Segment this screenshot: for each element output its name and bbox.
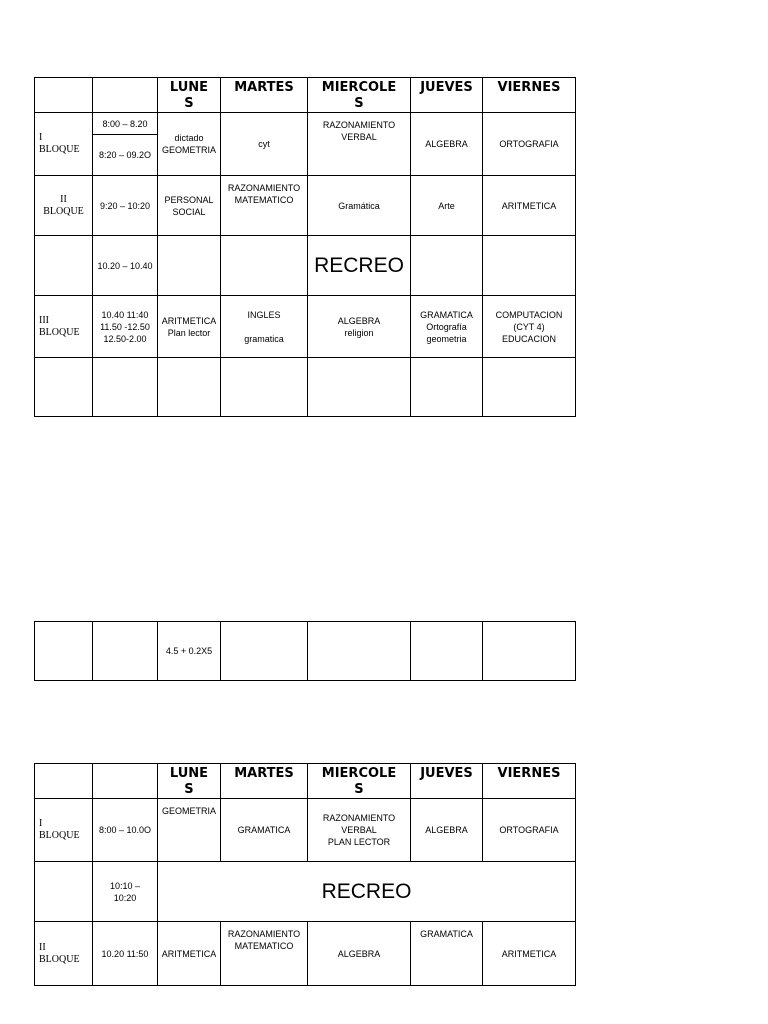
block-1-viernes: ORTOGRAFIA	[499, 139, 559, 149]
block-3-miercoles: ALGEBRA religion	[337, 315, 381, 338]
block-2-time: 9:20 – 10:20	[99, 200, 151, 211]
block-1-miercoles: RAZONAMIENTO VERBAL	[322, 120, 396, 142]
block-1-martes: cyt	[258, 139, 270, 149]
block-2-label: II BLOQUE	[39, 941, 80, 965]
header-lunes: LUNE S	[169, 80, 209, 111]
recess-label: RECREO	[321, 879, 412, 903]
block-1-jueves: ALGEBRA	[425, 825, 468, 835]
block-1-martes: GRAMATICA	[237, 825, 291, 835]
block-1-jueves: ALGEBRA	[425, 139, 468, 149]
block-1-time: 8:00 – 10.0O	[98, 825, 152, 835]
block-1-lunes: GEOMETRIA	[161, 806, 216, 816]
formula-cell: 4.5 + 0.2X5	[165, 646, 213, 656]
schedule-table-2	[34, 621, 576, 681]
block-3-label: III BLOQUE	[39, 314, 80, 338]
block-1-time-a: 8:00 – 8.20	[102, 118, 148, 129]
recess-time: 10.20 – 10.40	[97, 260, 153, 271]
header-jueves: JUEVES	[420, 766, 473, 781]
block-2-martes: RAZONAMIENTO MATEMATICO	[227, 929, 301, 951]
block-2-miercoles: Gramática	[338, 200, 380, 211]
header-viernes: VIERNES	[497, 80, 561, 95]
block-3-viernes: COMPUTACION (CYT 4) EDUCACION	[495, 309, 563, 344]
schedule-table-1	[34, 77, 576, 417]
block-2-label: II BLOQUE	[43, 193, 84, 217]
block-3-time: 10.40 11:40 11.50 -12.50 12.50-2.00	[100, 309, 150, 344]
block-1-viernes: ORTOGRAFIA	[499, 825, 559, 835]
header-lunes: LUNE S	[169, 766, 209, 797]
block-2-miercoles: ALGEBRA	[337, 948, 381, 959]
block-1-label: I BLOQUE	[39, 818, 80, 841]
block-3-jueves: GRAMATICA Ortografía geometria	[420, 309, 473, 344]
block-1-miercoles: RAZONAMIENTO VERBAL PLAN LECTOR	[322, 813, 396, 847]
header-jueves: JUEVES	[420, 80, 473, 95]
header-martes: MARTES	[234, 766, 294, 781]
block-2-viernes: ARITMETICA	[501, 948, 557, 959]
block-3-lunes: ARITMETICA Plan lector	[161, 315, 217, 338]
header-viernes: VIERNES	[497, 766, 561, 781]
block-1-time-b: 8:20 – 09.2O	[98, 150, 152, 160]
header-martes: MARTES	[234, 80, 294, 95]
recess-time: 10:10 – 10:20	[109, 880, 141, 903]
header-miercoles: MIERCOLE S	[321, 766, 397, 797]
block-2-lunes: PERSONAL SOCIAL	[164, 194, 214, 217]
schedule-table-3	[34, 763, 576, 986]
block-1-lunes: dictado GEOMETRIA	[161, 133, 216, 155]
block-3-martes: INGLES gramatica	[244, 309, 284, 344]
block-2-time: 10.20 11:50	[101, 948, 149, 959]
block-2-viernes: ARITMETICA	[501, 200, 557, 211]
block-2-martes: RAZONAMIENTO MATEMATICO	[227, 183, 301, 205]
block-1-label: I BLOQUE	[39, 132, 80, 155]
recess-label: RECREO	[314, 253, 404, 277]
block-2-jueves: GRAMATICA	[420, 929, 473, 939]
block-2-lunes: ARITMETICA	[161, 948, 217, 959]
header-miercoles: MIERCOLE S	[321, 80, 397, 111]
block-2-jueves: Arte	[438, 200, 455, 211]
